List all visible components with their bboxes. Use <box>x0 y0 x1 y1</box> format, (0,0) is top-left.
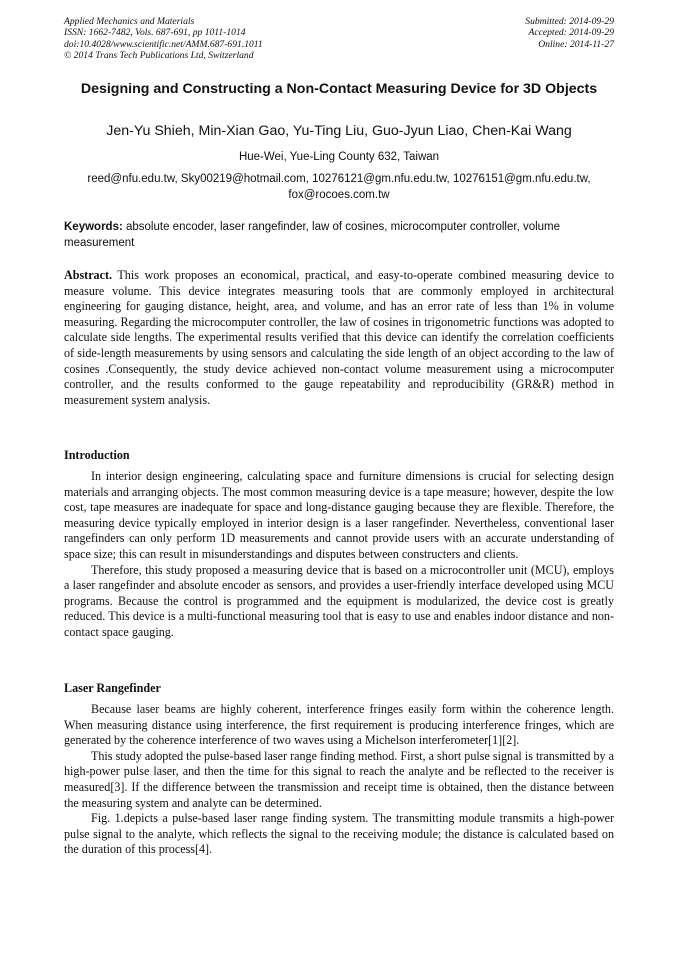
affiliation: Hue-Wei, Yue-Ling County 632, Taiwan <box>238 151 440 163</box>
doi-line: doi:10.4028/www.scientific.net/AMM.687-691.1011 <box>64 38 263 50</box>
introduction-body <box>64 469 614 641</box>
issn-line: ISSN: 1662-7482, Vols. 687-691, pp 1011-1014 <box>64 27 246 39</box>
paper-title: Designing and Constructing a Non-Contact Measuring Device for 3D Objects <box>80 81 598 97</box>
journal-name: Applied Mechanics and Materials <box>64 16 195 27</box>
journal-info <box>64 16 263 62</box>
abstract-text: This work proposes an economical, practical, and easy-to-operate combined measuring device to measure volume. This device integrates measuring tools that are commonly employed in architectural engineering for gauging distance, height, area, and volume, and has an error rate of less than 1% in volume measuring. Regarding the microcomputer controller, the law of cosines in trigonometric functions was adopted to calculate side lengths. The experimental results verified that this device can identify the correlation coefficients of side-length measurements by using sensors and calculating the side length of an object according to the law of cosines .Consequently, the study device achieved non-contact volume measurement using a microcomputer controller, and the results conformed to the gauge repeatability and reproducibility (GR&R) method in measurement system analysis. <box>64 268 614 407</box>
abstract-label: Abstract. <box>64 268 113 282</box>
laser-rangefinder-heading: Laser Rangefinder <box>64 681 161 695</box>
accepted-date: Accepted: 2014-09-29 <box>528 27 614 39</box>
keywords-label: Keywords: <box>64 221 123 233</box>
publication-dates <box>525 16 614 50</box>
keywords-block <box>64 219 614 251</box>
submitted-date: Submitted: 2014-09-29 <box>525 16 614 27</box>
laser-rangefinder-paragraph: Because laser beams are highly coherent, interference fringes easily form within the coherence length. When measuring distance using interference, the first requirement is producing interference fringes, which are generated by the coherence interference of two waves using a Michelson interferometer[1][2]. <box>64 702 614 748</box>
introduction-heading: Introduction <box>64 448 130 462</box>
author-emails: reed@nfu.edu.tw, Sky00219@hotmail.com, 10276121@gm.nfu.edu.tw, 10276151@gm.nfu.edu.tw, fox@rocoes.com.tw <box>87 173 591 201</box>
copyright-line: © 2014 Trans Tech Publications Ltd, Switzerland <box>64 50 254 62</box>
laser-rangefinder-body <box>64 702 614 858</box>
introduction-paragraph: Therefore, this study proposed a measuring device that is based on a microcontroller unit (MCU), employs a laser rangefinder and absolute encoder as sensors, and provides a user-friendly interface developed using MCU programs. Because the control is programmed and the equipment is modularized, the device cost is greatly reduced. This device is a multi-functional measuring tool that is easy to use and enables indoor distance and non-contact space gauging. <box>64 562 614 639</box>
introduction-paragraph: In interior design engineering, calculating space and furniture dimensions is crucial for selecting design materials and arranging objects. The most common measuring device is a tape measure; however, despite the low cost, tape measures are inadequate for space and long-distance gauging because they are flexible. Therefore, the measuring device typically employed in interior design is a laser rangefinder. Nevertheless, conventional laser rangefinders can only perform 1D measurements and cannot provide users with an accurate understanding of space size; this can result in misunderstandings and disputes between constructers and clients. <box>64 469 614 561</box>
laser-rangefinder-paragraph: Fig. 1.depicts a pulse-based laser range finding system. The transmitting module transmits a high-power pulse signal to the analyte, which reflects the signal to the receiving module; the distance is calculated based on the duration of this process[4]. <box>64 811 614 857</box>
laser-rangefinder-paragraph: This study adopted the pulse-based laser range finding method. First, a short pulse signal is transmitted by a high-power pulse laser, and then the time for this signal to reach the analyte and be reflected to the receiver is measured[3]. If the difference between the transmission and receipt time is obtained, then the distance between the measuring system and analyte can be determined. <box>64 748 614 810</box>
keywords-text: absolute encoder, laser rangefinder, law of cosines, microcomputer controller, volume measurement <box>64 221 561 249</box>
abstract-block <box>64 268 614 408</box>
author-list: Jen-Yu Shieh, Min-Xian Gao, Yu-Ting Liu, Guo-Jyun Liao, Chen-Kai Wang <box>106 123 572 139</box>
online-date: Online: 2014-11-27 <box>538 38 614 50</box>
